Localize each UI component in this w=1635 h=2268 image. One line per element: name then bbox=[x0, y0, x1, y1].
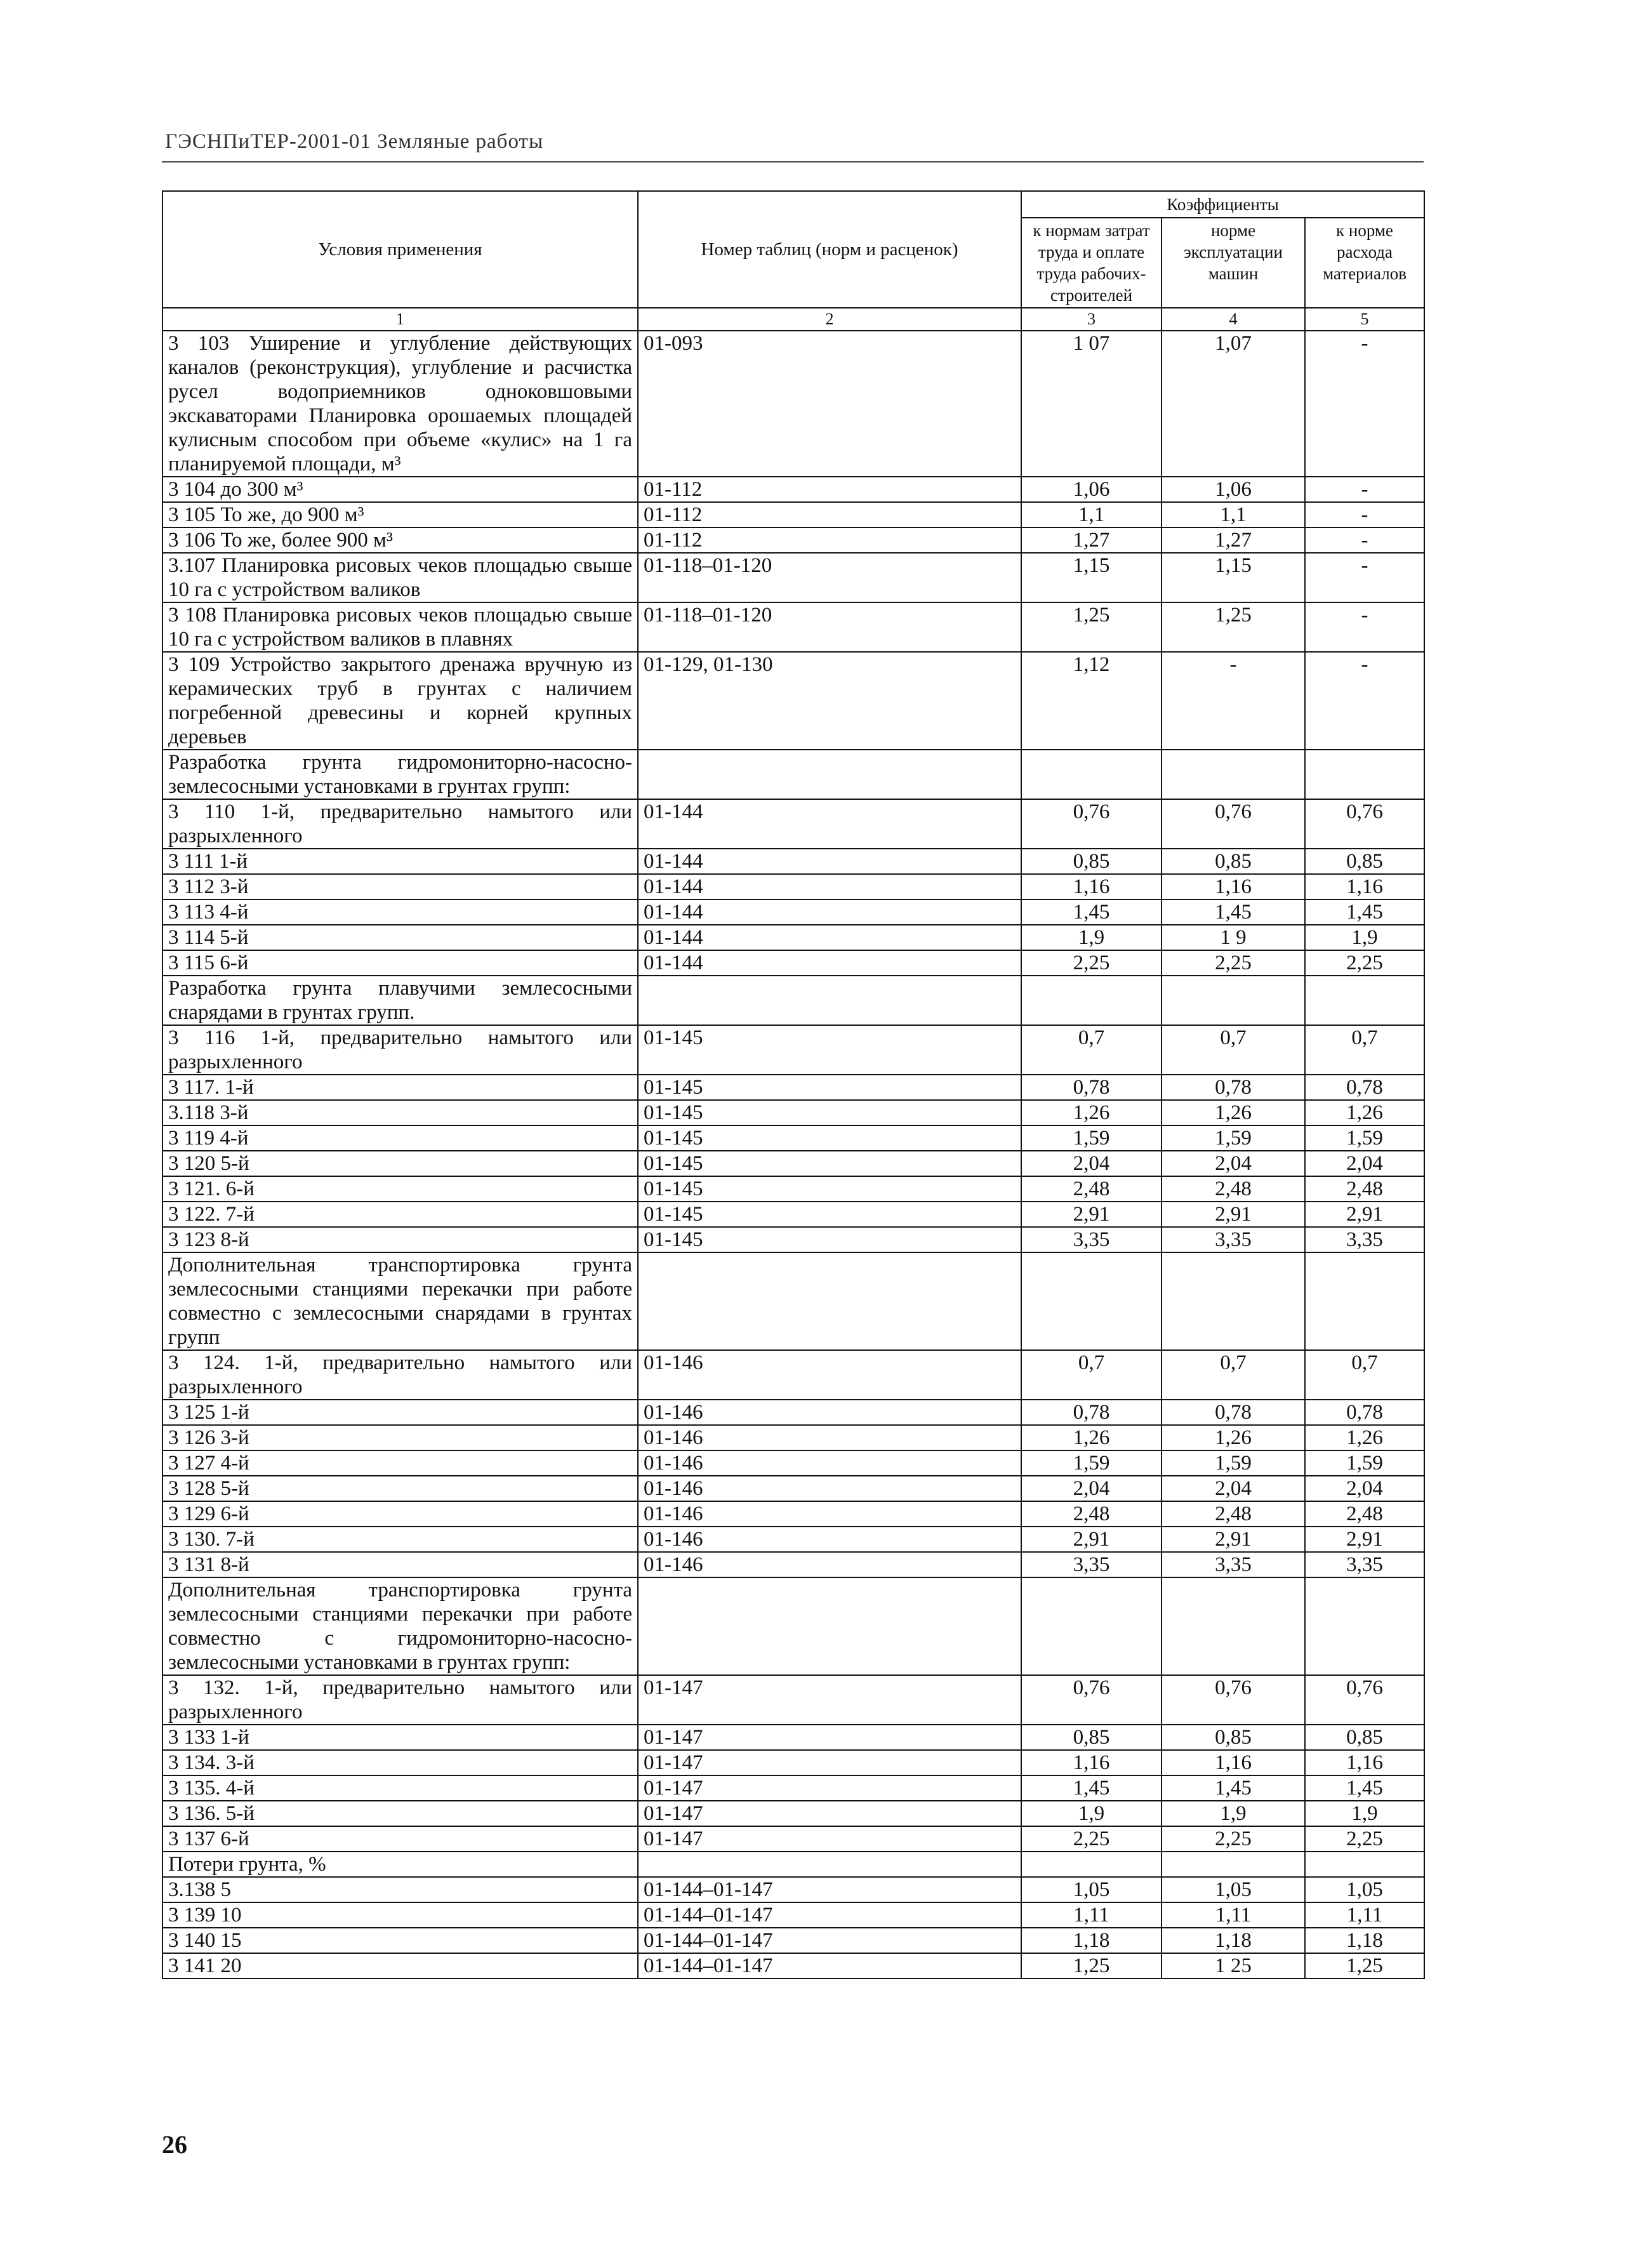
materials-coef-cell: 1,05 bbox=[1305, 1877, 1424, 1902]
condition-cell: 3 124. 1-й, предварительно намытого или разрыхленного bbox=[162, 1350, 638, 1400]
table-number-cell: 01-144 bbox=[638, 849, 1021, 874]
machines-coef-cell: 1,07 bbox=[1162, 331, 1305, 477]
machines-coef-cell: 1,15 bbox=[1162, 553, 1305, 602]
condition-cell: 3 121. 6-й bbox=[162, 1176, 638, 1202]
table-number-cell: 01-146 bbox=[638, 1527, 1021, 1552]
materials-coef-cell: - bbox=[1305, 502, 1424, 527]
labor-coef-cell: 1 07 bbox=[1021, 331, 1162, 477]
condition-cell: Разработка грунта гидромониторно-насосно-землесосными установками в грунтах групп: bbox=[162, 750, 638, 799]
condition-cell: 3.118 3-й bbox=[162, 1100, 638, 1125]
materials-coef-cell: 1,26 bbox=[1305, 1100, 1424, 1125]
condition-cell: 3 128 5-й bbox=[162, 1476, 638, 1501]
machines-coef-cell: 1,25 bbox=[1162, 602, 1305, 652]
table-row bbox=[162, 925, 1424, 950]
materials-coef-cell: 2,91 bbox=[1305, 1202, 1424, 1227]
table-number-cell: 01-144–01-147 bbox=[638, 1877, 1021, 1902]
labor-coef-cell: 2,91 bbox=[1021, 1202, 1162, 1227]
machines-coef-cell: 0,76 bbox=[1162, 799, 1305, 849]
table-row bbox=[162, 331, 1424, 477]
condition-cell: 3 106 То же, более 900 м³ bbox=[162, 527, 638, 553]
labor-coef-cell: 1,9 bbox=[1021, 1801, 1162, 1826]
table-row bbox=[162, 1826, 1424, 1852]
materials-coef-cell: 3,35 bbox=[1305, 1552, 1424, 1577]
condition-cell: 3 127 4-й bbox=[162, 1450, 638, 1476]
materials-coef-cell: 0,76 bbox=[1305, 1675, 1424, 1725]
labor-coef-cell: 1,26 bbox=[1021, 1425, 1162, 1450]
condition-cell: 3.138 5 bbox=[162, 1877, 638, 1902]
table-row bbox=[162, 1750, 1424, 1775]
machines-coef-cell: 2,25 bbox=[1162, 950, 1305, 976]
labor-coef-cell: 0,78 bbox=[1021, 1075, 1162, 1100]
materials-coef-cell: 0,76 bbox=[1305, 799, 1424, 849]
table-number-cell: 01-118–01-120 bbox=[638, 553, 1021, 602]
table-row bbox=[162, 1400, 1424, 1425]
table-row bbox=[162, 1852, 1424, 1877]
table-number-cell: 01-144 bbox=[638, 925, 1021, 950]
table-number-cell bbox=[638, 976, 1021, 1025]
machines-coef-cell: 2,04 bbox=[1162, 1151, 1305, 1176]
condition-cell: 3 112 3-й bbox=[162, 874, 638, 899]
labor-coef-cell: 1,9 bbox=[1021, 925, 1162, 950]
labor-coef-cell bbox=[1021, 750, 1162, 799]
labor-coef-cell: 1,05 bbox=[1021, 1877, 1162, 1902]
labor-coef-cell: 0,78 bbox=[1021, 1400, 1162, 1425]
condition-cell: 3 136. 5-й bbox=[162, 1801, 638, 1826]
table-row bbox=[162, 1552, 1424, 1577]
condition-cell: 3 137 6-й bbox=[162, 1826, 638, 1852]
table-row bbox=[162, 1425, 1424, 1450]
table-number-cell: 01-146 bbox=[638, 1552, 1021, 1577]
materials-coef-cell: 1,26 bbox=[1305, 1425, 1424, 1450]
table-row bbox=[162, 502, 1424, 527]
materials-coef-cell: 1,25 bbox=[1305, 1953, 1424, 1979]
labor-coef-cell: 1,11 bbox=[1021, 1902, 1162, 1928]
machines-coef-cell: 2,48 bbox=[1162, 1501, 1305, 1527]
machines-coef-cell: 1,59 bbox=[1162, 1125, 1305, 1151]
materials-coef-cell: 1,59 bbox=[1305, 1125, 1424, 1151]
materials-coef-cell: 1,9 bbox=[1305, 1801, 1424, 1826]
table-row bbox=[162, 1176, 1424, 1202]
labor-coef-cell: 1,06 bbox=[1021, 477, 1162, 502]
machines-coef-cell: 1,16 bbox=[1162, 874, 1305, 899]
condition-cell: 3 140 15 bbox=[162, 1928, 638, 1953]
condition-cell: 3 134. 3-й bbox=[162, 1750, 638, 1775]
table-number-cell: 01-146 bbox=[638, 1400, 1021, 1425]
condition-cell: 3 111 1-й bbox=[162, 849, 638, 874]
labor-coef-cell: 1,18 bbox=[1021, 1928, 1162, 1953]
table-number-cell: 01-147 bbox=[638, 1725, 1021, 1750]
machines-coef-cell: 2,04 bbox=[1162, 1476, 1305, 1501]
condition-cell: 3 103 Уширение и углубление действующих каналов (реконструкция), углубление и расчистка русел водоприемников одноковшовыми экскаваторами Планировка орошаемых площадей кулисным способом при объеме «кулис» на 1 га планируемой площади, м³ bbox=[162, 331, 638, 477]
machines-coef-cell: 1,26 bbox=[1162, 1100, 1305, 1125]
materials-coef-cell: 2,04 bbox=[1305, 1151, 1424, 1176]
coefficients-table bbox=[162, 190, 1425, 1979]
machines-coef-cell: 3,35 bbox=[1162, 1552, 1305, 1577]
machines-coef-cell: 1,11 bbox=[1162, 1902, 1305, 1928]
condition-cell: 3 115 6-й bbox=[162, 950, 638, 976]
table-row bbox=[162, 1501, 1424, 1527]
table-row bbox=[162, 1902, 1424, 1928]
page-header: ГЭСНПиТЕР-2001-01 Земляные работы bbox=[165, 130, 544, 153]
condition-cell: 3 126 3-й bbox=[162, 1425, 638, 1450]
labor-coef-cell: 0,76 bbox=[1021, 799, 1162, 849]
materials-coef-cell bbox=[1305, 1852, 1424, 1877]
column-number: 4 bbox=[1162, 308, 1305, 331]
condition-cell: 3 133 1-й bbox=[162, 1725, 638, 1750]
materials-coef-cell: 0,78 bbox=[1305, 1400, 1424, 1425]
header-table-number: Номер таблиц (норм и расценок) bbox=[638, 191, 1021, 308]
materials-coef-cell: 0,78 bbox=[1305, 1075, 1424, 1100]
table-number-cell: 01-144 bbox=[638, 899, 1021, 925]
table-number-cell: 01-144–01-147 bbox=[638, 1902, 1021, 1928]
condition-cell: Потери грунта, % bbox=[162, 1852, 638, 1877]
materials-coef-cell: 0,85 bbox=[1305, 849, 1424, 874]
table-row bbox=[162, 1450, 1424, 1476]
table-row bbox=[162, 652, 1424, 750]
machines-coef-cell bbox=[1162, 1252, 1305, 1350]
table-row bbox=[162, 874, 1424, 899]
materials-coef-cell: 3,35 bbox=[1305, 1227, 1424, 1252]
table-number-cell: 01-147 bbox=[638, 1675, 1021, 1725]
table-number-cell: 01-112 bbox=[638, 477, 1021, 502]
labor-coef-cell: 3,35 bbox=[1021, 1227, 1162, 1252]
machines-coef-cell: - bbox=[1162, 652, 1305, 750]
condition-cell: 3 117. 1-й bbox=[162, 1075, 638, 1100]
table-number-cell: 01-147 bbox=[638, 1801, 1021, 1826]
labor-coef-cell: 1,45 bbox=[1021, 1775, 1162, 1801]
machines-coef-cell: 0,78 bbox=[1162, 1400, 1305, 1425]
materials-coef-cell: 1,45 bbox=[1305, 1775, 1424, 1801]
machines-coef-cell bbox=[1162, 1577, 1305, 1675]
machines-coef-cell: 0,7 bbox=[1162, 1350, 1305, 1400]
table-row bbox=[162, 477, 1424, 502]
table-number-cell: 01-145 bbox=[638, 1227, 1021, 1252]
labor-coef-cell: 2,91 bbox=[1021, 1527, 1162, 1552]
labor-coef-cell: 2,04 bbox=[1021, 1151, 1162, 1176]
table-row bbox=[162, 1527, 1424, 1552]
table-number-cell: 01-147 bbox=[638, 1775, 1021, 1801]
condition-cell: 3 122. 7-й bbox=[162, 1202, 638, 1227]
materials-coef-cell: - bbox=[1305, 477, 1424, 502]
machines-coef-cell: 2,91 bbox=[1162, 1527, 1305, 1552]
table-number-cell: 01-146 bbox=[638, 1476, 1021, 1501]
header-materials-coef: к норме расхода материалов bbox=[1305, 218, 1424, 308]
machines-coef-cell: 1,45 bbox=[1162, 899, 1305, 925]
labor-coef-cell: 2,25 bbox=[1021, 1826, 1162, 1852]
labor-coef-cell: 0,7 bbox=[1021, 1025, 1162, 1075]
table-row bbox=[162, 750, 1424, 799]
condition-cell: 3 108 Планировка рисовых чеков площадью свыше 10 га с устройством валиков в плавнях bbox=[162, 602, 638, 652]
column-number: 1 bbox=[162, 308, 638, 331]
table-number-cell bbox=[638, 1252, 1021, 1350]
table-number-cell: 01-129, 01-130 bbox=[638, 652, 1021, 750]
materials-coef-cell: 2,25 bbox=[1305, 950, 1424, 976]
materials-coef-cell bbox=[1305, 750, 1424, 799]
machines-coef-cell: 1,59 bbox=[1162, 1450, 1305, 1476]
table-number-cell: 01-112 bbox=[638, 527, 1021, 553]
table-number-cell: 01-118–01-120 bbox=[638, 602, 1021, 652]
header-labor-coef: к нормам затрат труда и оплате труда рабочих-строителей bbox=[1021, 218, 1162, 308]
table-number-cell: 01-146 bbox=[638, 1350, 1021, 1400]
table-row bbox=[162, 1151, 1424, 1176]
labor-coef-cell: 1,16 bbox=[1021, 874, 1162, 899]
header-conditions: Условия применения bbox=[162, 191, 638, 308]
labor-coef-cell: 2,48 bbox=[1021, 1501, 1162, 1527]
table-row bbox=[162, 799, 1424, 849]
materials-coef-cell: - bbox=[1305, 331, 1424, 477]
condition-cell: 3 139 10 bbox=[162, 1902, 638, 1928]
table-number-cell bbox=[638, 750, 1021, 799]
materials-coef-cell: 2,48 bbox=[1305, 1501, 1424, 1527]
machines-coef-cell: 1 9 bbox=[1162, 925, 1305, 950]
table-row bbox=[162, 950, 1424, 976]
machines-coef-cell: 0,85 bbox=[1162, 1725, 1305, 1750]
labor-coef-cell: 2,25 bbox=[1021, 950, 1162, 976]
table-row bbox=[162, 1577, 1424, 1675]
condition-cell: 3 116 1-й, предварительно намытого или разрыхленного bbox=[162, 1025, 638, 1075]
condition-cell: 3 114 5-й bbox=[162, 925, 638, 950]
machines-coef-cell: 1,26 bbox=[1162, 1425, 1305, 1450]
table-row bbox=[162, 1877, 1424, 1902]
materials-coef-cell: 0,7 bbox=[1305, 1350, 1424, 1400]
table-row bbox=[162, 849, 1424, 874]
table-row bbox=[162, 1675, 1424, 1725]
header-coefficients: Коэффициенты bbox=[1021, 191, 1424, 218]
table-number-cell: 01-145 bbox=[638, 1202, 1021, 1227]
labor-coef-cell: 2,48 bbox=[1021, 1176, 1162, 1202]
labor-coef-cell: 1,15 bbox=[1021, 553, 1162, 602]
machines-coef-cell: 1,05 bbox=[1162, 1877, 1305, 1902]
table-number-cell: 01-144 bbox=[638, 874, 1021, 899]
condition-cell: 3 110 1-й, предварительно намытого или разрыхленного bbox=[162, 799, 638, 849]
table-row bbox=[162, 1075, 1424, 1100]
labor-coef-cell: 1,25 bbox=[1021, 602, 1162, 652]
materials-coef-cell bbox=[1305, 1252, 1424, 1350]
machines-coef-cell: 1 25 bbox=[1162, 1953, 1305, 1979]
table-number-cell: 01-144–01-147 bbox=[638, 1928, 1021, 1953]
materials-coef-cell: - bbox=[1305, 527, 1424, 553]
materials-coef-cell: 2,48 bbox=[1305, 1176, 1424, 1202]
machines-coef-cell: 3,35 bbox=[1162, 1227, 1305, 1252]
table-number-cell: 01-146 bbox=[638, 1501, 1021, 1527]
materials-coef-cell: 1,11 bbox=[1305, 1902, 1424, 1928]
labor-coef-cell bbox=[1021, 976, 1162, 1025]
labor-coef-cell: 1,25 bbox=[1021, 1953, 1162, 1979]
labor-coef-cell: 3,35 bbox=[1021, 1552, 1162, 1577]
materials-coef-cell: 1,9 bbox=[1305, 925, 1424, 950]
condition-cell: 3 113 4-й bbox=[162, 899, 638, 925]
column-number: 2 bbox=[638, 308, 1021, 331]
machines-coef-cell: 2,25 bbox=[1162, 1826, 1305, 1852]
labor-coef-cell: 0,85 bbox=[1021, 849, 1162, 874]
page-number: 26 bbox=[162, 2130, 187, 2159]
materials-coef-cell: - bbox=[1305, 602, 1424, 652]
machines-coef-cell: 0,76 bbox=[1162, 1675, 1305, 1725]
column-number: 5 bbox=[1305, 308, 1424, 331]
labor-coef-cell: 0,76 bbox=[1021, 1675, 1162, 1725]
labor-coef-cell: 1,59 bbox=[1021, 1450, 1162, 1476]
table-body bbox=[162, 331, 1424, 1979]
table-number-cell: 01-112 bbox=[638, 502, 1021, 527]
table-row bbox=[162, 1953, 1424, 1979]
machines-coef-cell bbox=[1162, 1852, 1305, 1877]
table-number-cell: 01-145 bbox=[638, 1075, 1021, 1100]
machines-coef-cell: 1,06 bbox=[1162, 477, 1305, 502]
condition-cell: 3 119 4-й bbox=[162, 1125, 638, 1151]
table-row bbox=[162, 553, 1424, 602]
materials-coef-cell: 2,25 bbox=[1305, 1826, 1424, 1852]
condition-cell: 3 104 до 300 м³ bbox=[162, 477, 638, 502]
table-row bbox=[162, 1775, 1424, 1801]
table-row bbox=[162, 602, 1424, 652]
condition-cell: Разработка грунта плавучими землесосными снарядами в грунтах групп. bbox=[162, 976, 638, 1025]
table-number-cell: 01-147 bbox=[638, 1750, 1021, 1775]
labor-coef-cell: 1,12 bbox=[1021, 652, 1162, 750]
table-number-cell: 01-093 bbox=[638, 331, 1021, 477]
labor-coef-cell: 2,04 bbox=[1021, 1476, 1162, 1501]
labor-coef-cell: 1,16 bbox=[1021, 1750, 1162, 1775]
table-number-cell bbox=[638, 1577, 1021, 1675]
labor-coef-cell: 1,59 bbox=[1021, 1125, 1162, 1151]
condition-cell: 3 131 8-й bbox=[162, 1552, 638, 1577]
materials-coef-cell: - bbox=[1305, 652, 1424, 750]
materials-coef-cell: 1,59 bbox=[1305, 1450, 1424, 1476]
table-number-cell: 01-146 bbox=[638, 1425, 1021, 1450]
materials-coef-cell: 2,91 bbox=[1305, 1527, 1424, 1552]
table-row bbox=[162, 1025, 1424, 1075]
materials-coef-cell: 0,85 bbox=[1305, 1725, 1424, 1750]
machines-coef-cell: 1,27 bbox=[1162, 527, 1305, 553]
table-number-cell: 01-146 bbox=[638, 1450, 1021, 1476]
materials-coef-cell: 0,7 bbox=[1305, 1025, 1424, 1075]
labor-coef-cell: 1,1 bbox=[1021, 502, 1162, 527]
machines-coef-cell: 0,85 bbox=[1162, 849, 1305, 874]
table-row bbox=[162, 1202, 1424, 1227]
condition-cell: 3 125 1-й bbox=[162, 1400, 638, 1425]
condition-cell: 3 105 То же, до 900 м³ bbox=[162, 502, 638, 527]
machines-coef-cell: 0,7 bbox=[1162, 1025, 1305, 1075]
table-number-cell: 01-147 bbox=[638, 1826, 1021, 1852]
machines-coef-cell: 1,1 bbox=[1162, 502, 1305, 527]
table-number-cell: 01-144–01-147 bbox=[638, 1953, 1021, 1979]
table-number-cell: 01-145 bbox=[638, 1025, 1021, 1075]
table-row bbox=[162, 1725, 1424, 1750]
machines-coef-cell bbox=[1162, 976, 1305, 1025]
table-row bbox=[162, 1350, 1424, 1400]
machines-coef-cell: 1,45 bbox=[1162, 1775, 1305, 1801]
machines-coef-cell: 2,91 bbox=[1162, 1202, 1305, 1227]
materials-coef-cell: - bbox=[1305, 553, 1424, 602]
condition-cell: 3 123 8-й bbox=[162, 1227, 638, 1252]
table-number-cell: 01-145 bbox=[638, 1151, 1021, 1176]
table-number-cell bbox=[638, 1852, 1021, 1877]
coefficients-table-wrap bbox=[162, 190, 1424, 1979]
table-row bbox=[162, 1227, 1424, 1252]
column-number: 3 bbox=[1021, 308, 1162, 331]
table-number-cell: 01-145 bbox=[638, 1125, 1021, 1151]
materials-coef-cell: 1,16 bbox=[1305, 1750, 1424, 1775]
condition-cell: 3 130. 7-й bbox=[162, 1527, 638, 1552]
materials-coef-cell: 1,45 bbox=[1305, 899, 1424, 925]
header-rule bbox=[162, 161, 1424, 162]
machines-coef-cell: 2,48 bbox=[1162, 1176, 1305, 1202]
labor-coef-cell: 1,26 bbox=[1021, 1100, 1162, 1125]
labor-coef-cell bbox=[1021, 1252, 1162, 1350]
header-machines-coef: норме эксплуатации машин bbox=[1162, 218, 1305, 308]
condition-cell: 3 120 5-й bbox=[162, 1151, 638, 1176]
labor-coef-cell bbox=[1021, 1577, 1162, 1675]
table-row bbox=[162, 976, 1424, 1025]
labor-coef-cell: 1,45 bbox=[1021, 899, 1162, 925]
machines-coef-cell: 1,9 bbox=[1162, 1801, 1305, 1826]
labor-coef-cell: 1,27 bbox=[1021, 527, 1162, 553]
labor-coef-cell: 0,85 bbox=[1021, 1725, 1162, 1750]
materials-coef-cell: 1,16 bbox=[1305, 874, 1424, 899]
materials-coef-cell: 1,18 bbox=[1305, 1928, 1424, 1953]
table-number-cell: 01-145 bbox=[638, 1100, 1021, 1125]
materials-coef-cell bbox=[1305, 976, 1424, 1025]
table-row bbox=[162, 1252, 1424, 1350]
condition-cell: 3 129 6-й bbox=[162, 1501, 638, 1527]
condition-cell: Дополнительная транспортировка грунта землесосными станциями перекачки при работе совместно с землесосными снарядами в грунтах групп bbox=[162, 1252, 638, 1350]
table-number-cell: 01-144 bbox=[638, 950, 1021, 976]
machines-coef-cell: 1,16 bbox=[1162, 1750, 1305, 1775]
labor-coef-cell bbox=[1021, 1852, 1162, 1877]
table-number-cell: 01-145 bbox=[638, 1176, 1021, 1202]
condition-cell: 3 141 20 bbox=[162, 1953, 638, 1979]
table-row bbox=[162, 527, 1424, 553]
table-row bbox=[162, 1100, 1424, 1125]
table-row bbox=[162, 1125, 1424, 1151]
table-row bbox=[162, 1928, 1424, 1953]
condition-cell: 3 109 Устройство закрытого дренажа вручную из керамических труб в грунтах с наличием погребенной древесины и корней крупных деревьев bbox=[162, 652, 638, 750]
materials-coef-cell: 2,04 bbox=[1305, 1476, 1424, 1501]
condition-cell: 3 135. 4-й bbox=[162, 1775, 638, 1801]
machines-coef-cell: 1,18 bbox=[1162, 1928, 1305, 1953]
condition-cell: 3.107 Планировка рисовых чеков площадью свыше 10 га с устройством валиков bbox=[162, 553, 638, 602]
condition-cell: 3 132. 1-й, предварительно намытого или разрыхленного bbox=[162, 1675, 638, 1725]
table-row bbox=[162, 1476, 1424, 1501]
condition-cell: Дополнительная транспортировка грунта землесосными станциями перекачки при работе совместно с гидромониторно-насосно-землесосными установками в грунтах групп: bbox=[162, 1577, 638, 1675]
machines-coef-cell bbox=[1162, 750, 1305, 799]
table-number-cell: 01-144 bbox=[638, 799, 1021, 849]
machines-coef-cell: 0,78 bbox=[1162, 1075, 1305, 1100]
materials-coef-cell bbox=[1305, 1577, 1424, 1675]
labor-coef-cell: 0,7 bbox=[1021, 1350, 1162, 1400]
table-row bbox=[162, 899, 1424, 925]
table-row bbox=[162, 1801, 1424, 1826]
